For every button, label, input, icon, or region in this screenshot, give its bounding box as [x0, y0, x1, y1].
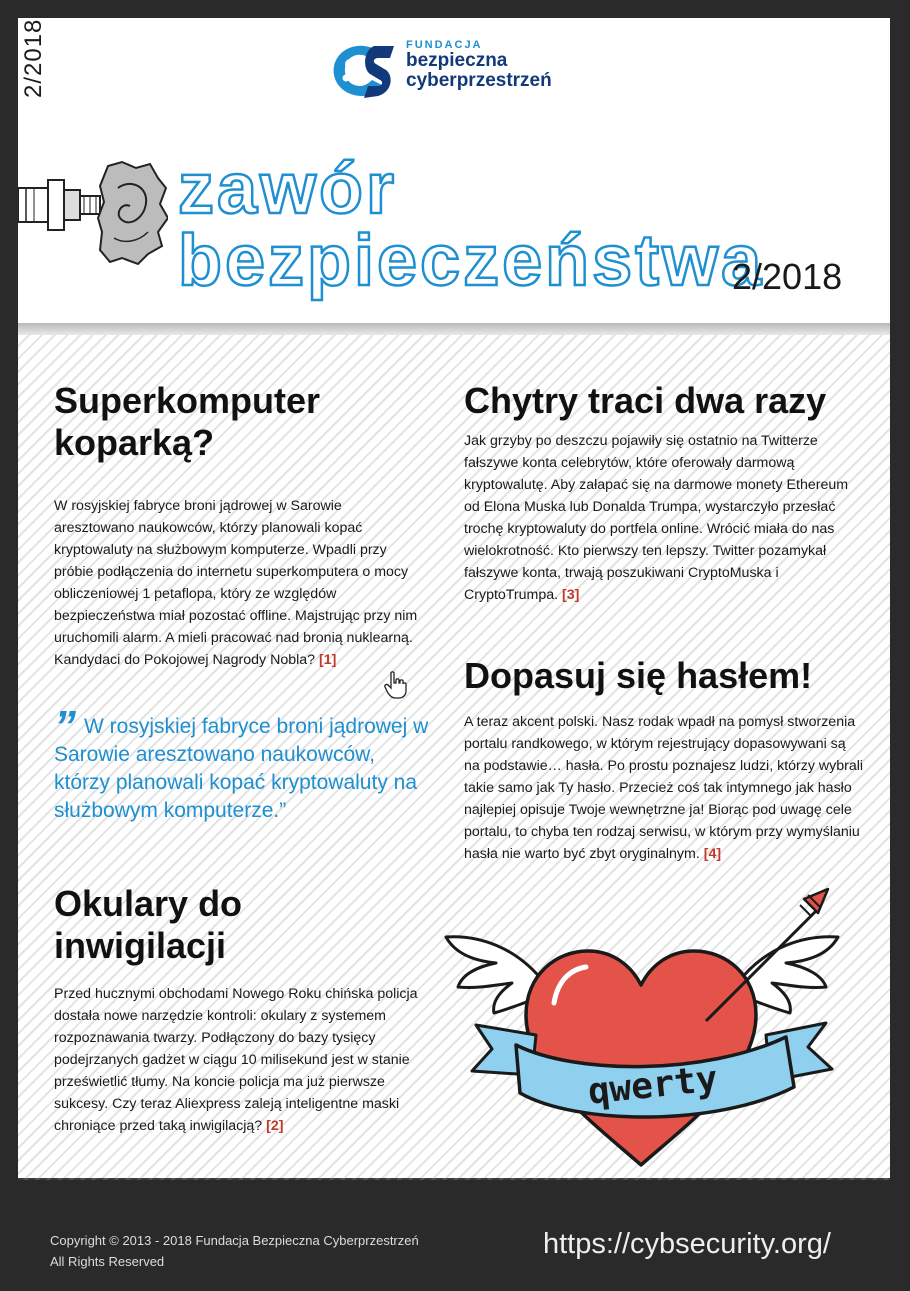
newsletter-page [18, 18, 890, 1180]
logo-text-small: FUNDACJA [406, 39, 483, 51]
ribbon-text: qwerty [585, 1058, 720, 1113]
article-4-title: Dopasuj się hasłem! [464, 655, 813, 696]
logo-mark-icon [328, 40, 398, 100]
winged-heart-illustration [436, 875, 856, 1175]
newsletter-title-line2: bezpieczeństwa [178, 221, 765, 301]
article-1-text: W rosyjskiej fabryce broni jądrowej w Sarowie aresztowano naukowców, którzy planowali kopać kryptowaluty na służbowym komputerze. Wpadli przy próbie podłączenia do internetu superkomputera o mocy obliczeniowej 1 petaflopa, który ze względów bezpieczeństwa miał pozostać offline. Majstrując przy nim uruchomili alarm. A mieli pracować nad bronią nuklearną. Kandydaci do Pokojowej Nagrody Nobla? [54, 498, 418, 668]
header-divider [18, 323, 890, 335]
pull-quote [54, 702, 434, 825]
bottom-stripe [18, 1178, 890, 1180]
article-2-text: Przed hucznymi obchodami Nowego Roku chińska policja dostała nowe narzędzie kontroli: okulary z systemem rozpoznawania twarzy. Podłączony do bazy tysięcy podejrzanych gadżet w ciągu 10 milisekund jest w stanie prześwietlić tłumy. Na koncie policja ma już pierwsze sukcesy. Czy teraz Aliexpress zaleją inteligentne maski chroniące przed taką inwigilacją? [54, 986, 418, 1134]
quote-mark: ” [54, 702, 76, 751]
issue-number-vertical: 2/2018 [20, 18, 47, 98]
article-3-text: Jak grzyby po deszczu pojawiły się ostatnio na Twitterze fałszywe konta celebrytów, które oferowały darmową kryptowalutę. Aby załapać się na darmowe monety Ethereum od Elona Muska lub Donalda Trumpa, wystarczyło przesłać trochę kryptowaluty do portfela online. Wrócić miała do nas wielokrotność. Kto pierwszy ten lepszy. Twitter pozamykał fałszywe konta, trwają poszukiwani CryptoMuska i CryptoTrumpa. [464, 433, 849, 603]
article-2-body [54, 983, 424, 1137]
logo-text-line1: bezpieczna [406, 50, 508, 71]
article-4-ref-link[interactable]: [4] [703, 846, 722, 862]
article-1-title: Superkomputer koparką? [54, 380, 321, 463]
article-4-body [464, 711, 864, 865]
newsletter-title-line1: zawór [178, 149, 398, 229]
hand-cursor-icon [384, 671, 408, 699]
article-1-ref-link[interactable]: [1] [319, 652, 337, 668]
article-3-title: Chytry traci dwa razy [464, 380, 827, 421]
title-issue-number: 2/2018 [732, 256, 843, 297]
article-2-ref-link[interactable]: [2] [266, 1118, 284, 1134]
footer-copyright [50, 1230, 419, 1272]
foundation-logo [328, 40, 608, 106]
valve-icon [18, 158, 168, 283]
header [18, 18, 890, 326]
rights-text: All Rights Reserved [50, 1254, 165, 1269]
article-1-body [54, 495, 424, 671]
article-3-body [464, 430, 864, 606]
content-area [18, 335, 890, 1180]
logo-text-line2: cyberprzestrzeń [406, 70, 552, 91]
pull-quote-text: W rosyjskiej fabryce broni jądrowej w Sarowie aresztowano naukowców, którzy planowali kopać kryptowaluty na służbowym komputerze.” [54, 715, 429, 822]
article-4-text: A teraz akcent polski. Nasz rodak wpadł na pomysł stworzenia portalu randkowego, w którym rejestrujący dopasowywani są na podstawie… hasła. Po prostu poznajesz ludzi, którzy wybrali takie samo jak Ty hasło. Przecież coś tak intymnego jak hasło najlepiej opisuje Twoje wewnętrzne ja! Biorąc pod uwagę cele portalu, to chyba ten rodzaj serwisu, w którym przy wymyślaniu hasła nie warto być zbyt oryginalnym. [464, 714, 864, 862]
article-3-ref-link[interactable]: [3] [562, 587, 580, 603]
copyright-text: Copyright © 2013 - 2018 Fundacja Bezpieczna Cyberprzestrzeń [50, 1233, 419, 1248]
article-2-title: Okulary do inwigilacji [54, 883, 243, 966]
website-link[interactable]: https://cybsecurity.org/ [543, 1228, 831, 1260]
